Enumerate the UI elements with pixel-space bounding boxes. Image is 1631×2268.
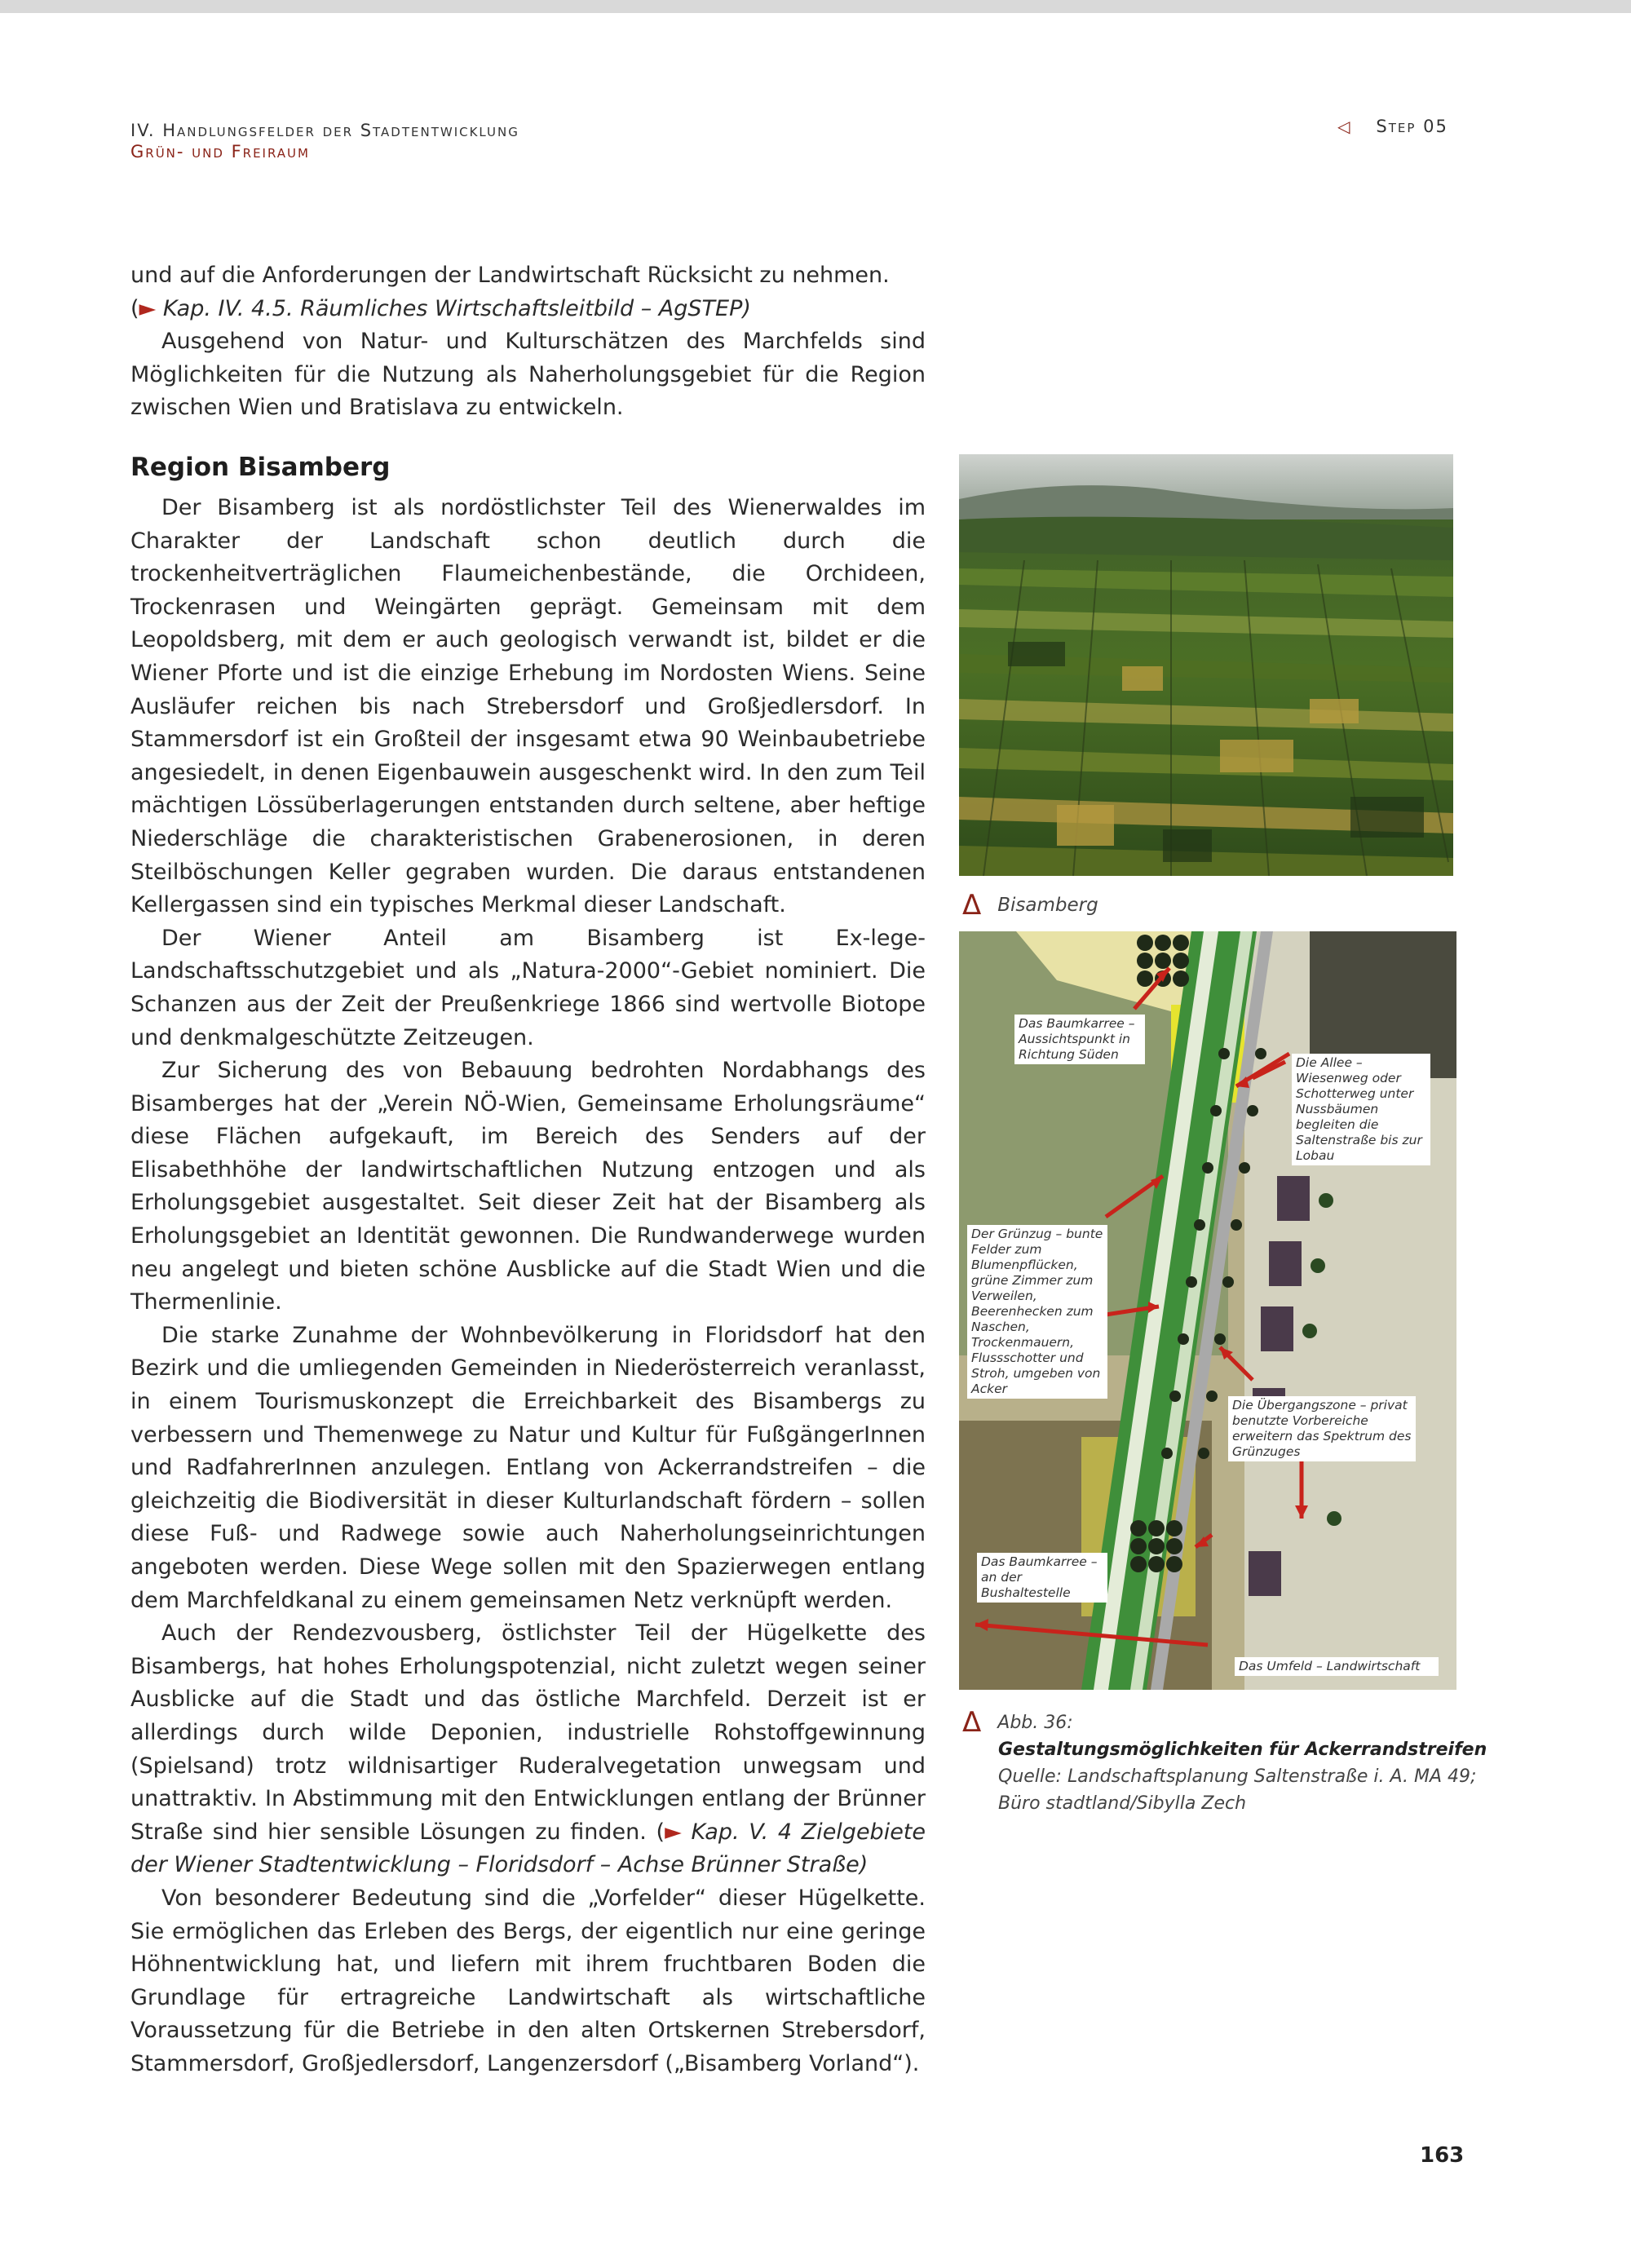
running-header: [130, 121, 519, 161]
paragraph-5-text: Auch der Rendezvousberg, östlichster Teil der Hügelkette des Bisambergs, hat hohes Erholungspotenzial, nicht zuletzt wegen seiner Ausblicke auf die Stadt und das östliche Marchfeld. Derzeit ist er allerdings durch wilde Deponien, industrielle Rohstoffgewinnung (Spielsand) trotz wildnisartiger Ruderalvegetation unwegsam und unattraktiv. In Abstimmung mit den Entwicklungen entlang der Brünner Straße sind hier sensible Lösungen zu finden. (: [130, 1620, 926, 1845]
figure-2-caption: [962, 1706, 1487, 1817]
intro-line: und auf die Anforderungen der Landwirtschaft Rücksicht zu nehmen.: [130, 263, 890, 288]
intro-reference: (► Kap. IV. 4.5. Räumliches Wirtschaftsleitbild – AgSTEP): [130, 295, 751, 321]
paragraph-3: Zur Sicherung des von Bebauung bedrohten Nordabhangs des Bisamberges hat der „Verein NÖ-Wien, Gemeinsame Erholungsräume“ diese Flächen aufgekauft, im Bereich des Senders auf der Elisabethhöhe der landwirtschaftlichen Nutzung entzogen und als Erholungsgebiet ausgestaltet. Seit dieser Zeit hat der Bisamberg als Erholungsgebiet an Identität gewonnen. Die Rundwanderwege wurden neu angelegt und bieten schöne Ausblicke auf die Stadt Wien und die Thermenlinie.: [130, 1058, 926, 1315]
step-label: [1337, 117, 1448, 136]
arrow-right-icon: ►: [139, 295, 157, 321]
arrow-right-icon: ►: [665, 1819, 682, 1845]
label-umfeld: Das Umfeld – Landwirtschaft: [1235, 1657, 1439, 1676]
figure-1-caption-text: Bisamberg: [997, 895, 1098, 916]
label-allee: Die Allee – Wiesenweg oder Schotterweg unter Nussbäumen begleiten die Saltenstraße bis zur Lobau: [1292, 1054, 1430, 1165]
figure-2-title: Gestaltungsmöglichkeiten für Ackerrandstreifen: [998, 1740, 1487, 1760]
paragraph-4: Die starke Zunahme der Wohnbevölkerung in Floridsdorf hat den Bezirk und die umliegenden Gemeinden in Niederösterreich veranlasst, in einem Tourismuskonzept die Erreichbarkeit des Bisambergs zu verbessern und Themenwege zu Natur und Kultur für FußgängerInnen und RadfahrerInnen anzulegen. Entlang von Ackerrandstreifen – die gleichzeitig die Biodiversität in dieser Kulturlandschaft fördern – sollen diese Fuß- und Radwege sowie auch Naherholungseinrichtungen angeboten werden. Diese Wege sollen mit den Spazierwegen entlang dem Marchfeldkanal zu einem gemeinsamen Netz verknüpft werden.: [130, 1322, 926, 1613]
label-baumkarree-bus: Das Baumkarree – an der Bushaltestelle: [977, 1553, 1107, 1603]
figure-2-source-1: Quelle: Landschaftsplanung Saltenstraße i. A. MA 49;: [998, 1766, 1477, 1787]
intro-paragraph: Ausgehend von Natur- und Kulturschätzen des Marchfelds sind Möglichkeiten für die Nutzung als Naherholungsgebiet für die Region zwischen Wien und Bratislava zu entwickeln.: [130, 329, 926, 421]
body-text: [130, 492, 926, 2081]
chapter-title: IV. Handlungsfelder der Stadtentwicklung: [130, 121, 519, 140]
paragraph-6: Von besonderer Bedeutung sind die „Vorfelder“ dieser Hügelkette. Sie ermöglichen das Erleben des Bergs, der eigentlich nur eine geringe Höhnentwicklung hat, und liefern mit ihrem fruchtbaren Boden die Grundlage für ertragreiche Landwirtschaft als wirtschaftliche Voraussetzung für die Betriebe in den alten Ortskernen Strebersdorf, Stammersdorf, Großjedlersdorf, Langenzersdorf („Bisamberg Vorland“).: [130, 1885, 926, 2076]
intro-ref-text: Kap. IV. 4.5. Räumliches Wirtschaftsleitbild – AgSTEP): [162, 295, 751, 321]
triangle-left-icon: ◁: [1337, 117, 1352, 136]
figure-1-caption: [962, 889, 1098, 922]
scan-top-edge: [0, 0, 1631, 13]
paragraph-2: Der Wiener Anteil am Bisamberg ist Ex-lege-Landschaftsschutzgebiet und als „Natura-2000“-Gebiet nominiert. Die Schanzen aus der Zeit der Preußenkriege 1866 sind wertvolle Biotope und denkmalgeschützte Zeitzeugen.: [130, 925, 926, 1050]
triangle-up-icon: Δ: [962, 1706, 982, 1739]
section-heading: Region Bisamberg: [130, 453, 391, 482]
label-baumkarree-sued: Das Baumkarree – Aussichtspunkt in Richtung Süden: [1014, 1015, 1145, 1064]
page-number: 163: [1420, 2143, 1465, 2168]
triangle-up-icon: Δ: [962, 889, 982, 922]
paragraph-5-ref: Kap. V. 4 Zielgebiete der Wiener Stadtentwicklung – Floridsdorf – Achse Brünner Straße): [130, 1819, 926, 1878]
paragraph-5: [130, 1617, 926, 1882]
figure-2-source-2: Büro stadtland/Sibylla Zech: [998, 1793, 1247, 1814]
figure-2-abb-text: Abb. 36:: [997, 1713, 1073, 1733]
label-gruenzug: Der Grünzug – bunte Felder zum Blumenpflücken, grüne Zimmer zum Verweilen, Beerenhecken zum Naschen, Trockenmauern, Flussschotter und Stroh, umgeben von Acker: [967, 1225, 1107, 1399]
section-title: Grün- und Freiraum: [130, 142, 310, 161]
intro-text: [130, 259, 926, 425]
paragraph-1: Der Bisamberg ist als nordöstlichster Teil des Wienerwaldes im Charakter der Landschaft schon deutlich durch die trockenheitverträglichen Flaumeichenbestände, die Orchideen, Trockenrasen und Weingärten geprägt. Gemeinsam mit dem Leopoldsberg, mit dem er auch geologisch verwandt ist, bildet er die Wiener Pforte und ist die einzige Erhebung im Nordosten Wiens. Seine Ausläufer reichen bis nach Strebersdorf und Großjedlersdorf. In Stammersdorf ist ein Großteil der insgesamt etwa 90 Weinbaubetriebe angesiedelt, in denen Eigenbauwein ausgeschenkt wird. In den zum Teil mächtigen Lössüberlagerungen entstanden durch seltene, aber heftige Niederschläge die charakteristischen Grabenerosionen, in deren Steilböschungen Keller gegraben wurden. Die daraus entstandenen Kellergassen sind ein typisches Merkmal dieser Landschaft.: [130, 495, 926, 918]
bisamberg-aerial-photo: [959, 454, 1453, 876]
step-text: Step 05: [1376, 117, 1448, 136]
figure-2-abb: [962, 1706, 1487, 1739]
label-uebergangszone: Die Übergangszone – privat benutzte Vorbereiche erweitern das Spektrum des Grünzuges: [1228, 1396, 1416, 1461]
ackerrandstreifen-plan: [959, 931, 1456, 1690]
